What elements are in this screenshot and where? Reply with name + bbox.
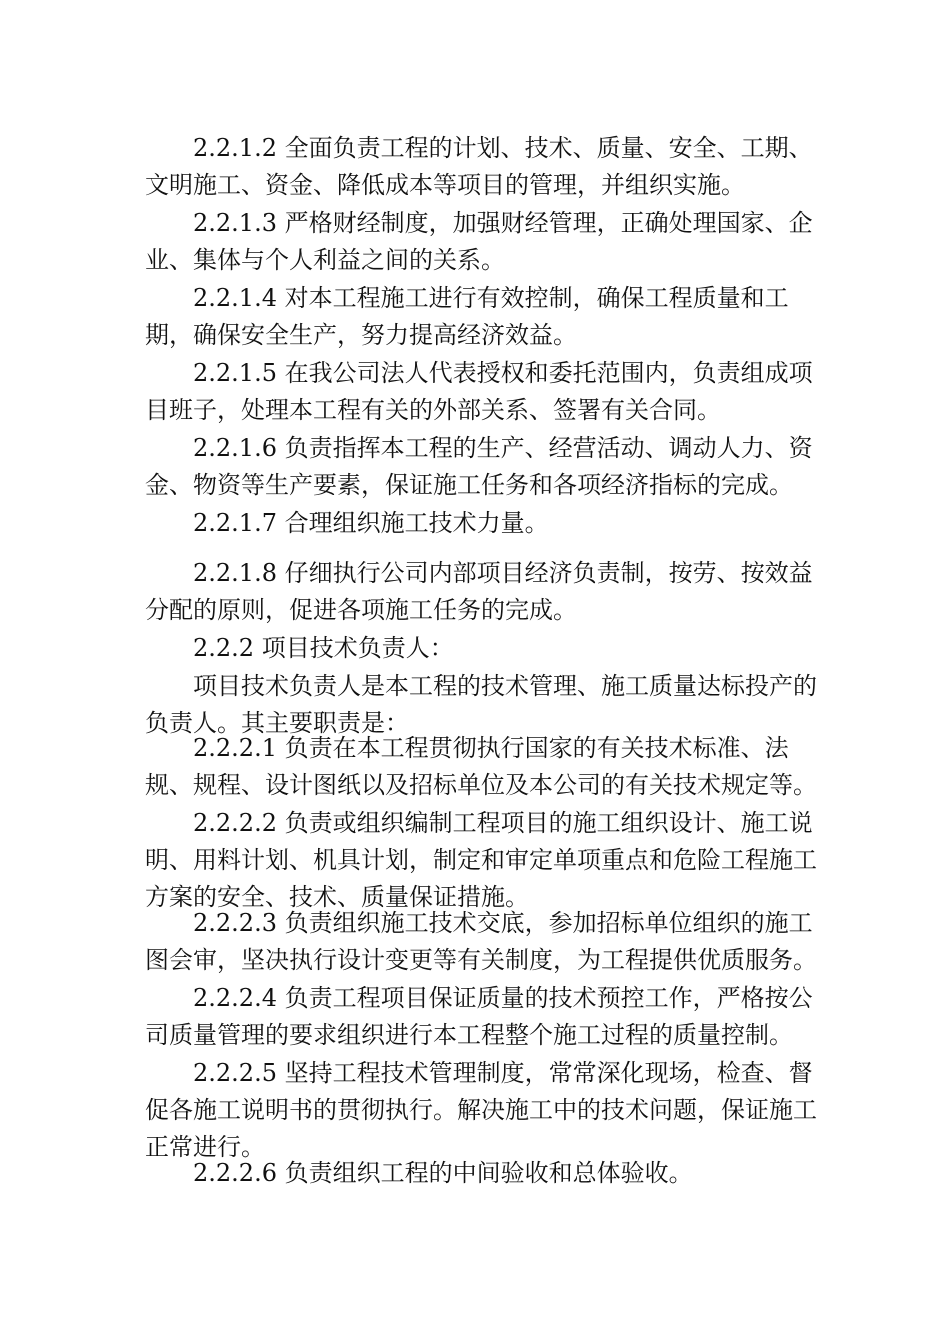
paragraph-2-2-1-8: 2.2.1.8 仔细执行公司内部项目经济负责制，按劳、按效益分配的原则，促进各项施工任务的完成。 [145, 559, 813, 624]
paragraph-2-2-1-2: 2.2.1.2 全面负责工程的计划、技术、质量、安全、工期、文明施工、资金、降低成本等项目的管理，并组织实施。 [145, 134, 813, 199]
heading-2-2-2: 2.2.2 项目技术负责人： [193, 634, 454, 662]
paragraph-intro: 项目技术负责人是本工程的技术管理、施工质量达标投产的负责人。其主要职责是： [145, 672, 817, 737]
paragraph-2-2-1-3: 2.2.1.3 严格财经制度，加强财经管理，正确处理国家、企业、集体与个人利益之间的关系。 [145, 209, 813, 274]
paragraph-2-2-1-4: 2.2.1.4 对本工程施工进行有效控制，确保工程质量和工期，确保安全生产，努力提高经济效益。 [145, 284, 789, 349]
paragraph-2-2-1-7: 2.2.1.7 合理组织施工技术力量。 [193, 509, 549, 537]
paragraph-2-2-1-6: 2.2.1.6 负责指挥本工程的生产、经营活动、调动人力、资金、物资等生产要素，保证施工任务和各项经济指标的完成。 [145, 434, 813, 499]
paragraph-2-2-2-5: 2.2.2.5 坚持工程技术管理制度，常常深化现场，检查、督促各施工说明书的贯彻执行。解决施工中的技术问题，保证施工正常进行。 [145, 1059, 817, 1161]
paragraph-2-2-2-6: 2.2.2.6 负责组织工程的中间验收和总体验收。 [193, 1159, 693, 1187]
paragraph-2-2-2-4: 2.2.2.4 负责工程项目保证质量的技术预控工作，严格按公司质量管理的要求组织进行本工程整个施工过程的质量控制。 [145, 984, 813, 1049]
paragraph-2-2-2-1: 2.2.2.1 负责在本工程贯彻执行国家的有关技术标准、法规、规程、设计图纸以及招标单位及本公司的有关技术规定等。 [145, 734, 817, 799]
paragraph-2-2-2-3: 2.2.2.3 负责组织施工技术交底，参加招标单位组织的施工图会审，坚决执行设计变更等有关制度，为工程提供优质服务。 [145, 909, 817, 974]
paragraph-2-2-1-5: 2.2.1.5 在我公司法人代表授权和委托范围内，负责组成项目班子，处理本工程有关的外部关系、签署有关合同。 [145, 359, 813, 424]
paragraph-2-2-2-2: 2.2.2.2 负责或组织编制工程项目的施工组织设计、施工说明、用料计划、机具计划，制定和审定单项重点和危险工程施工方案的安全、技术、质量保证措施。 [145, 809, 817, 911]
